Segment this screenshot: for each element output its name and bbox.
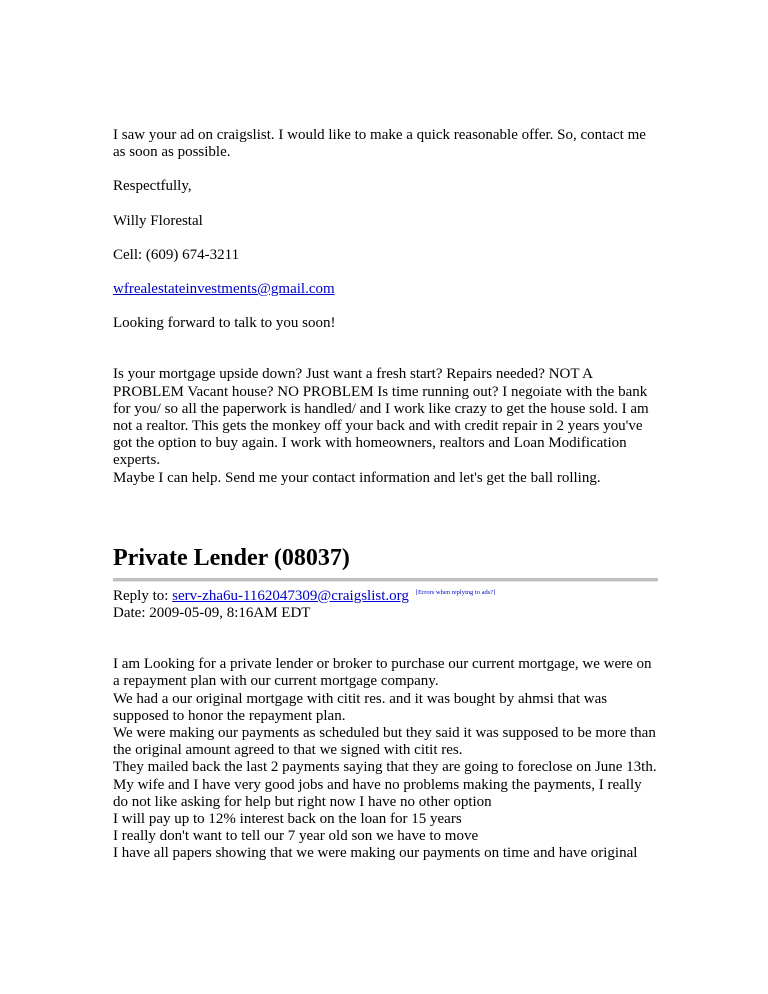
reply-sign-off: Looking forward to talk to you soon! — [113, 315, 336, 332]
reply-to-line — [113, 584, 658, 605]
posting-body-line: My wife and I have very good jobs and have no problems making the payments, I really do not like asking for help but right now I have no other option — [113, 776, 642, 810]
reply-to-label: Reply to: — [113, 587, 173, 604]
title-divider — [113, 578, 658, 582]
posting-body-line: I will pay up to 12% interest back on the loan for 15 years — [113, 811, 462, 828]
reply-to-email-link[interactable]: serv-zha6u-1162047309@craigslist.org — [172, 587, 409, 604]
mortgage-ad-paragraph: Is your mortgage upside down? Just want a fresh start? Repairs needed? NOT A PROBLEM Vacant house? NO PROBLEM Is time running out? I negoiate with the bank for you/ so all the paperwork is handled/ and I work like crazy to get the house sold. I am not a realtor. This gets the monkey off your back and with credit repair in 2 years you've got the option to buy again. I work with homeowners, realtors and Loan Modification experts. — [113, 366, 649, 469]
posting-body-line: We were making our payments as scheduled but they said it was supposed to be more than the original amount agreed to that we signed with citit res. — [113, 725, 656, 759]
posting-body-line: I am Looking for a private lender or broker to purchase our current mortgage, we were on a repayment plan with our current mortgage company. — [113, 656, 652, 690]
sender-cell: Cell: (609) 674-3211 — [113, 246, 240, 263]
sender-email-link[interactable]: wfrealestateinvestments@gmail.com — [113, 281, 335, 298]
sender-name: Willy Florestal — [113, 212, 203, 229]
mortgage-ad-call-to-action: Maybe I can help. Send me your contact information and let's get the ball rolling. — [113, 469, 601, 486]
posting-body-line: I have all papers showing that we were making our payments on time and have original — [113, 845, 638, 862]
posting-body-line: I really don't want to tell our 7 year old son we have to move — [113, 828, 479, 845]
posting-body-line: We had a our original mortgage with citit res. and it was bought by ahmsi that was supposed to honor the repayment plan. — [113, 690, 608, 724]
reply-closing: Respectfully, — [113, 178, 192, 195]
posting-date: Date: 2009-05-09, 8:16AM EDT — [113, 605, 311, 622]
document-page — [113, 127, 658, 863]
posting-body-line: They mailed back the last 2 payments saying that they are going to foreclose on June 13th. — [113, 759, 657, 776]
reply-message: I saw your ad on craigslist. I would like to make a quick reasonable offer. So, contact me as soon as possible. — [113, 127, 646, 161]
errors-help-link[interactable]: [Errors when replying to ads?] — [415, 588, 496, 596]
posting-title: Private Lender (08037) — [113, 544, 350, 571]
